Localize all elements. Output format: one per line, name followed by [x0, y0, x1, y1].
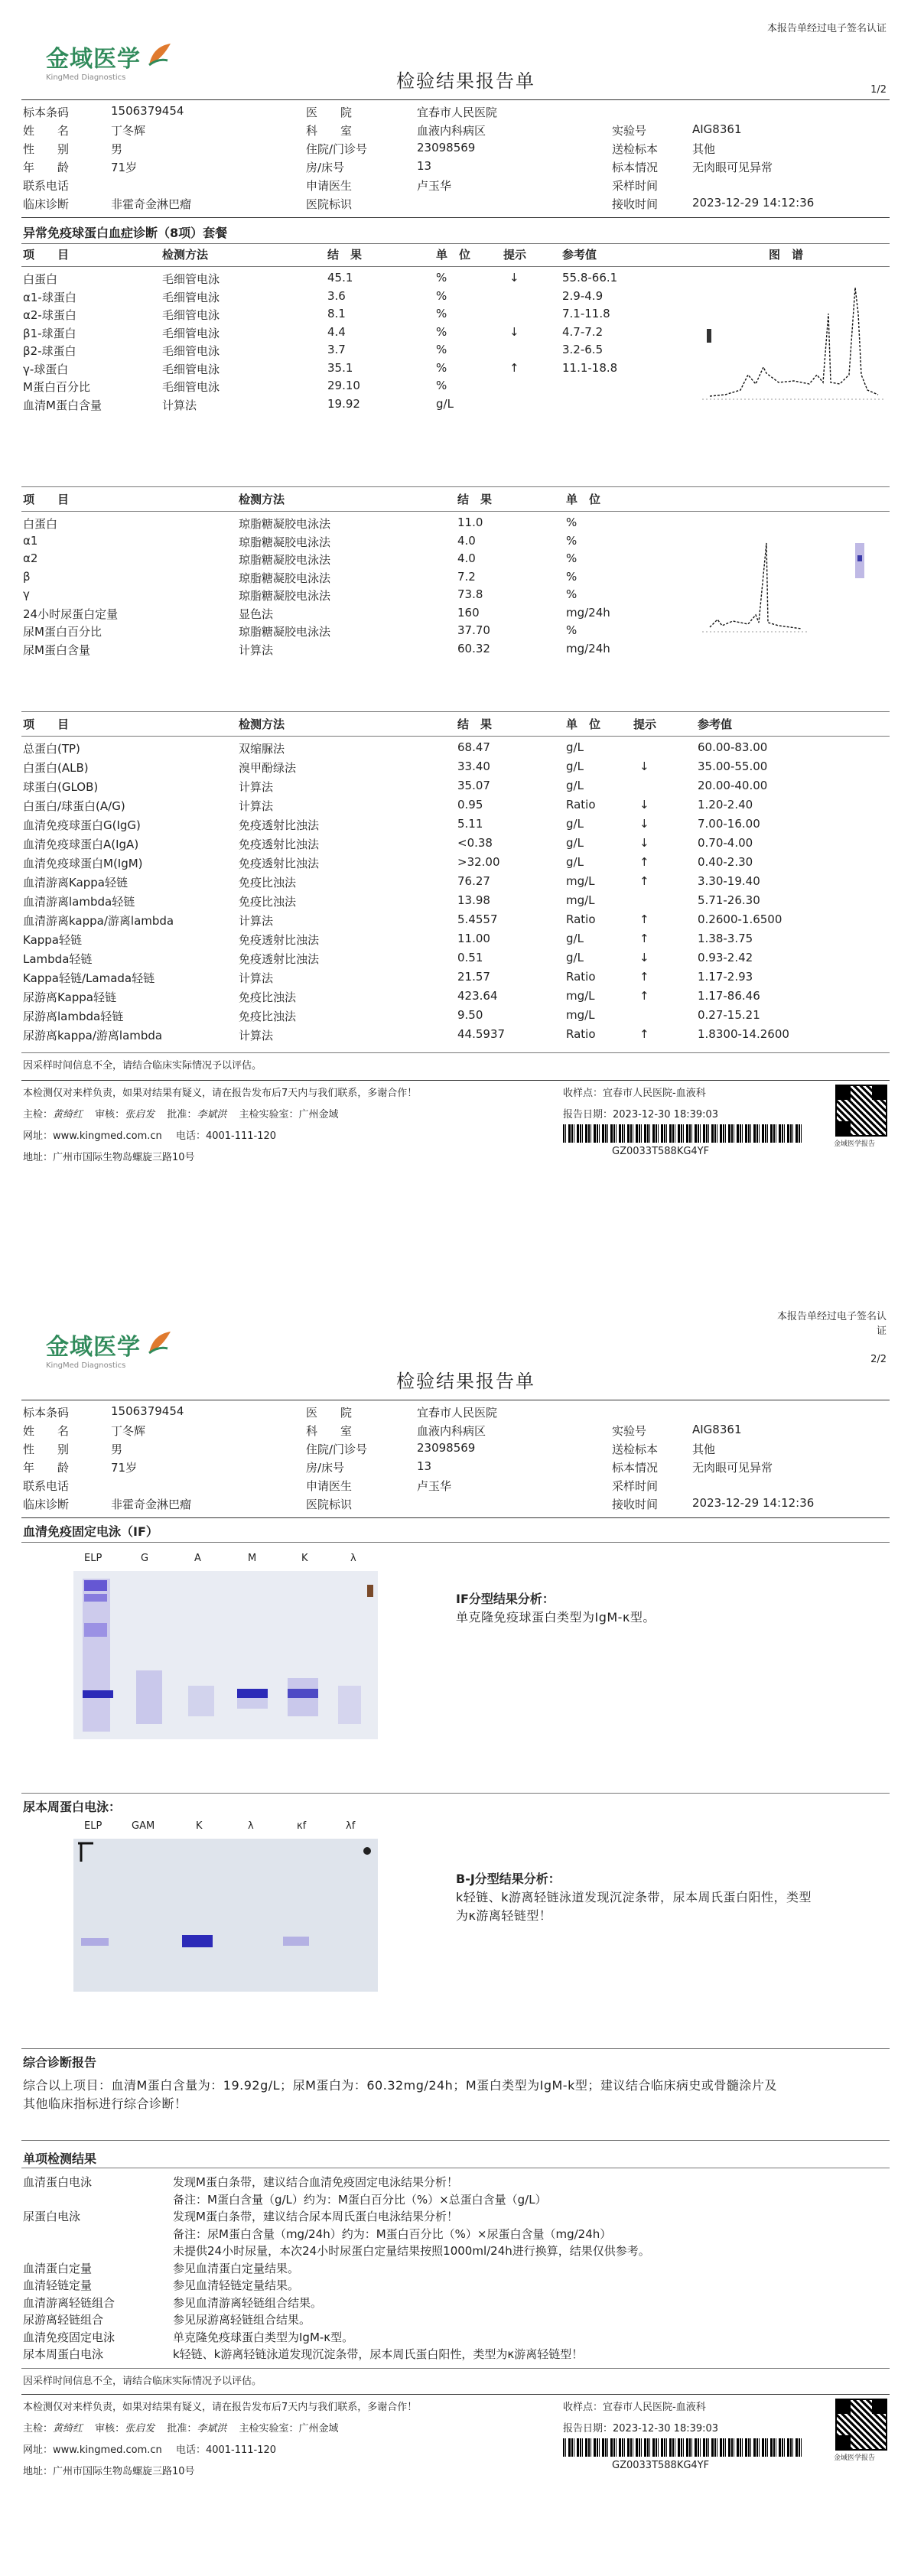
table-cell: mg/L	[566, 989, 595, 1003]
table-cell: 1.17-86.46	[698, 989, 760, 1003]
bj-analysis-text-2: 为κ游离轻链型！	[456, 1908, 552, 1923]
table-cell: α2	[23, 551, 38, 565]
bj-analysis-title: B-J分型结果分析：	[456, 1872, 561, 1886]
table-cell: %	[566, 569, 578, 584]
table-cell: mg/24h	[566, 641, 610, 655]
single-item-result: 发现M蛋白条带，建议结合尿本周氏蛋白电泳结果分析！	[173, 2210, 458, 2223]
table-cell: 44.5937	[457, 1027, 506, 1041]
table-cell: g/L	[566, 779, 584, 792]
table-cell: Ratio	[566, 798, 596, 812]
table-cell: 毛细管电泳	[162, 290, 220, 304]
table-cell: 3.7	[327, 343, 346, 356]
approver-signature: 李斌洪	[197, 1109, 227, 1120]
table-cell: 8.1	[327, 307, 346, 320]
table-cell: 7.1-11.8	[562, 307, 610, 320]
page-number: 1/2	[870, 84, 887, 96]
table-cell: 血清游离lambda轻链	[23, 895, 135, 909]
table-cell: 5.71-26.30	[698, 893, 760, 907]
table-cell: %	[436, 288, 447, 303]
list-item	[0, 2174, 911, 2191]
report-qr-code	[835, 2399, 887, 2451]
table-row	[0, 970, 911, 987]
table-cell: 3.2-6.5	[562, 343, 604, 356]
specimen-barcode: 1506379454	[111, 104, 184, 118]
tester-signature: 黄绮红	[53, 1109, 83, 1120]
table-cell: %	[436, 360, 447, 375]
single-item-name: 尿游离轻链组合	[23, 2313, 104, 2327]
table-cell: 73.8	[457, 587, 483, 601]
table-cell: 1.38-3.75	[698, 932, 753, 945]
summary-text-2: 其他临床指标进行综合诊断！	[23, 2096, 187, 2111]
table-cell: 4.0	[457, 533, 476, 548]
single-item-result: 备注：M蛋白含量（g/L）约为：M蛋白百分比（%）×总蛋白含量（g/L）	[173, 2192, 547, 2207]
single-item-name: 血清游离轻链组合	[23, 2295, 116, 2310]
table-cell: 11.1-18.8	[562, 360, 618, 375]
table-cell: 21.57	[457, 970, 490, 984]
table-cell: 35.1	[327, 360, 353, 375]
table-cell: 0.51	[457, 951, 483, 964]
table-cell: 1.17-2.93	[698, 970, 753, 984]
bj-analysis-text-1: k轻链、k游离轻链泳道发现沉淀条带，尿本周氏蛋白阳性，类型	[456, 1890, 812, 1904]
ife-section-title: 血清免疫固定电泳（IF）	[23, 1524, 158, 1539]
list-item	[0, 2346, 911, 2363]
report-title: 检验结果报告单	[396, 1371, 535, 1392]
urine-electrophoresis-chart	[702, 535, 886, 650]
table-cell: 溴甲酚绿法	[239, 761, 297, 775]
single-item-name: 血清蛋白电泳	[23, 2175, 93, 2189]
table-cell: %	[436, 271, 447, 285]
list-item	[0, 2226, 911, 2243]
table-cell: g/L	[566, 951, 584, 964]
table-cell: 球蛋白(GLOB)	[23, 780, 99, 794]
table-row	[0, 817, 911, 834]
table-cell: 76.27	[457, 874, 490, 888]
table-row	[0, 740, 911, 758]
single-item-name: 血清轻链定量	[23, 2278, 93, 2292]
table-cell: 24小时尿蛋白定量	[23, 607, 119, 621]
table-cell: 20.00-40.00	[698, 779, 768, 792]
table-cell: 免疫透射比浊法	[239, 857, 320, 870]
table-cell: 尿M蛋白百分比	[23, 625, 102, 639]
table-cell: α2-球蛋白	[23, 308, 76, 322]
table-cell: 7.2	[457, 569, 476, 584]
single-item-result: 参见血清蛋白定量结果。	[173, 2261, 300, 2275]
table-cell: ↓	[639, 817, 649, 831]
list-item	[0, 2260, 911, 2278]
table-cell: 计算法	[239, 914, 274, 928]
table-cell: ↓	[639, 798, 649, 812]
table-cell: 尿M蛋白含量	[23, 642, 90, 657]
table-cell: ↓	[639, 759, 649, 773]
table-cell: 免疫比浊法	[239, 990, 297, 1004]
table-cell: 11.00	[457, 932, 490, 945]
reviewer-signature: 张启发	[125, 1109, 155, 1120]
table-cell: 0.93-2.42	[698, 951, 753, 964]
table-cell: 0.95	[457, 798, 483, 812]
list-item	[0, 2243, 911, 2260]
table-cell: 计算法	[239, 1029, 274, 1042]
table-cell: 免疫透射比浊法	[239, 952, 320, 966]
summary-title: 综合诊断报告	[23, 2055, 97, 2070]
section-title-package: 异常免疫球蛋白血症诊断（8项）套餐	[23, 226, 228, 240]
table-row	[0, 912, 911, 930]
e-signature-note: 本报告单经过电子签名认 证	[776, 1311, 887, 1337]
single-item-result: 单克隆免疫球蛋白类型为IgM-κ型。	[173, 2330, 354, 2344]
table-cell: α1-球蛋白	[23, 290, 76, 304]
table-cell: 免疫透射比浊法	[239, 818, 320, 832]
table-cell: ↓	[639, 951, 649, 964]
approver-signature: 李斌洪	[197, 2423, 227, 2435]
report-page-2: 本报告单经过电子签名认 证 金域医学 KingMed Diagnostics 检验结果报告单 2/2 标本条码 1506379454 医 院 宜春市人民医院 姓 名 丁冬辉 科 室 血液内科病区 实验号 AIG8361 性 别 男 住院/门诊号 23098569 送检标本 其他 年 龄 71岁 房/床号 13 标本情况 无肉眼可见异常 联系电话 申请医生 卢玉华 采样时间 临床诊断 非霍奇金淋巴瘤 医院标识 接收时间 2023-12-29 14:12:36 血清免疫固定电泳（IF） ELP G A M K λ IF分型结果分析： 单克隆免疫球蛋白类型为IgM-κ型。 尿本周蛋白电泳： ELP GAM K λ κf λf B-J分型结果分析： k轻链、k游离轻链泳道发现沉淀条带，尿本周氏蛋白阳性，类型 为κ游离轻链型！ 综合诊断报告 综合以上项目：血清M蛋白含量为：19.92g/L；尿M蛋白为：60.32mg/24h；M蛋白类型为IgM-k型；建议结合临床病史或骨髓涂片及 其他临床指标进行综合诊断！ 单项检测结果 血清蛋白电泳 发现M蛋白条带，建议结合血清免疫固定电泳结果分析！ 备注：M蛋白含量（g/L）约为：M蛋白百分比（%）×总蛋白含量（g/L） 尿蛋白电泳 发现M蛋白条带，建议结合尿本周氏蛋白电泳结果分析！ 备注：尿M蛋白含量（mg/24h）约为：M蛋白百分比（%）×尿蛋白含量（mg/24h） 未提供24小时尿量，本次24小时尿蛋白定量结果按照1000ml/24h进行换算，结果仅供参考。 血清蛋白定量 参见血清蛋白定量结果。 血清轻链定量 参见血清轻链定量结果。 血清游离轻链组合 参见血清游离轻链组合结果。 尿游离轻链组合 参见尿游离轻链组合结果。 血清免疫固定电泳 单克隆免疫球蛋白类型为IgM-κ型。 尿本周蛋白电泳 k轻链、k游离轻链泳道发现沉淀条带，尿本周氏蛋白阳性，类型为κ游离轻链型！ 因采样时间信息不全，请结合临床实际情况予以评估。 本检测仅对来样负责，如果对结果有疑义，请在报告发布后7天内与我们联系，多谢合作！ 收样点：宜春市人民医院-血液科 主检：黄绮红 审核：张启发 批准：李斌洪 主检实验室：广州金域 报告日期：2023-12-30 18:39:03 网址：www.kingmed.com.cn 电话：4001-111-120 地址：广州市国际生物岛螺旋三路10号 GZ0033T588KG4YF 金域医学报告	[0, 1288, 911, 2576]
table-cell: 0.27-15.21	[698, 1008, 760, 1022]
table-cell: α1	[23, 533, 38, 548]
table-cell: Lambda轻链	[23, 952, 93, 966]
table-cell: %	[566, 623, 578, 637]
table-cell: 琼脂糖凝胶电泳法	[239, 553, 331, 567]
single-item-name: 血清免疫固定电泳	[23, 2330, 116, 2344]
table-cell: ↓	[639, 836, 649, 850]
table-cell: 19.92	[327, 396, 360, 411]
table-cell: 琼脂糖凝胶电泳法	[239, 571, 331, 585]
list-item	[0, 2311, 911, 2329]
table-row	[0, 1008, 911, 1026]
hospital-name: 宜春市人民医院	[417, 106, 498, 119]
table-cell: mg/24h	[566, 605, 610, 620]
table-cell: %	[436, 343, 447, 356]
table-cell: 免疫透射比浊法	[239, 933, 320, 947]
single-item-result: 未提供24小时尿量，本次24小时尿蛋白定量结果按照1000ml/24h进行换算，结果仅供参考。	[173, 2244, 650, 2258]
table-cell: 计算法	[239, 799, 274, 813]
table-cell: 血清游离kappa/游离lambda	[23, 914, 174, 928]
table-cell: g/L	[436, 396, 454, 411]
bj-section-title: 尿本周蛋白电泳：	[23, 1800, 122, 1814]
table-cell: 毛细管电泳	[162, 344, 220, 358]
report-page-1: 本报告单经过电子签名认证 金域医学 KingMed Diagnostics 检验结果报告单 1/2 标本条码 1506379454 医 院 宜春市人民医院 姓 名 丁冬辉 科 室 血液内科病区 实验号 AIG8361 性 别 男 住院/门诊号 23098569 送检标本 其他 年 龄 71岁 房/床号 13 标本情况 无肉眼可见异常 联系电话 申请医生 卢玉华 采样时间 临床诊断 非霍奇金淋巴瘤 医院标识 接收时间 2023-12-29 14:12:36 异常免疫球蛋白血症诊断（8项）套餐 项 目 检测方法 结 果 单 位 提示 参考值 图 谱 白蛋白 毛细管电泳 45.1 % ↓ 55.8-66.1 α1-球蛋白 毛细管电泳 3.6 % 2.9-4.9 α2-球蛋白 毛细管电泳 8.1 % 7.1-11.8 β1-球蛋白 毛细管电泳 4.4 % ↓ 4.7-7.2 β2-球蛋白 毛细管电泳 3.7 % 3.2-6.5 γ-球蛋白 毛细管电泳 35.1 % ↑ 11.1-18.8 M蛋白百分比 毛细管电泳 29.10 % 血清M蛋白含量 计算法 19.92 g/L 项 目 检测方法 结 果 单 位 白蛋白 琼脂糖凝胶电泳法 11.0 % α1 琼脂糖凝胶电泳法 4.0 % α2 琼脂糖凝胶电泳法 4.0 % β 琼脂糖凝胶电泳法 7.2 % γ 琼脂糖凝胶电泳法 73.8 % 24小时尿蛋白定量 显色法 160 mg/24h 尿M蛋白百分比 琼脂糖凝胶电泳法 37.70 % 尿M蛋白含量 计算法 60.32 mg/24h 项 目 检测方法 结 果 单 位 提示 参考值 总蛋白(TP) 双缩脲法 68.47 g/L 60.00-83.00 白蛋白(ALB) 溴甲酚绿法 33.40 g/L ↓ 35.00-55.00 球蛋白(GLOB) 计算法 35.07 g/L 20.00-40.00 白蛋白/球蛋白(A/G) 计算法 0.95 Ratio ↓ 1.20-2.40 血清免疫球蛋白G(IgG) 免疫透射比浊法 5.11 g/L ↓ 7.00-16.00 血清免疫球蛋白A(IgA) 免疫透射比浊法 <0.38 g/L ↓ 0.70-4.00 血清免疫球蛋白M(IgM) 免疫透射比浊法 >32.00 g/L ↑ 0.40-2.30 血清游离Kappa轻链 免疫比浊法 76.27 mg/L ↑ 3.30-19.40 血清游离lambda轻链 免疫比浊法 13.98 mg/L 5.71-26.30 血清游离kappa/游离lambda 计算法 5.4557 Ratio ↑ 0.2600-1.6500 Kappa轻链 免疫透射比浊法 11.00 g/L ↑ 1.38-3.75 Lambda轻链 免疫透射比浊法 0.51 g/L ↓ 0.93-2.42 Kappa轻链/Lamada轻链 计算法 21.57 Ratio ↑ 1.17-2.93 尿游离Kappa轻链 免疫比浊法 423.64 mg/L ↑ 1.17-86.46 尿游离lambda轻链 免疫比浊法 9.50 mg/L 0.27-15.21 尿游离kappa/游离lambda 计算法 44.5937 Ratio ↑ 1.8300-14.2600 因采样时间信息不全，请结合临床实际情况予以评估。 本检测仅对来样负责，如果对结果有疑义，请在报告发布后7天内与我们联系，多谢合作！ 收样点：宜春市人民医院-血液科 主检：黄绮红 审核：张启发 批准：李斌洪 主检实验室：广州金域 报告日期：2023-12-30 18:39:03 网址：www.kingmed.com.cn 电话：4001-111-120 地址：广州市国际生物岛螺旋三路10号 GZ0033T588KG4YF 金域医学报告	[0, 0, 911, 1288]
table-cell: g/L	[566, 855, 584, 869]
table-cell: g/L	[566, 740, 584, 754]
kingmed-logo: 金域医学 KingMed Diagnostics	[46, 40, 175, 82]
table-cell: 毛细管电泳	[162, 272, 220, 286]
single-item-name: 血清蛋白定量	[23, 2261, 93, 2275]
table-cell: %	[436, 379, 447, 392]
summary-text-1: 综合以上项目：血清M蛋白含量为：19.92g/L；尿M蛋白为：60.32mg/24h；M蛋白类型为IgM-k型；建议结合临床病史或骨髓涂片及	[23, 2078, 777, 2093]
table-cell: 毛细管电泳	[162, 308, 220, 322]
table-cell: ↑	[639, 989, 649, 1003]
table-cell: 琼脂糖凝胶电泳法	[239, 589, 331, 603]
table-cell: 3.30-19.40	[698, 874, 760, 888]
table-cell: ↑	[639, 932, 649, 945]
table-cell: 68.47	[457, 740, 490, 754]
table-cell: 计算法	[239, 780, 274, 794]
table-cell: 毛细管电泳	[162, 380, 220, 394]
table-cell: 1.20-2.40	[698, 798, 753, 812]
reviewer-signature: 张启发	[125, 2423, 155, 2435]
table-cell: 13.98	[457, 893, 490, 907]
table-cell: 白蛋白	[23, 272, 58, 286]
logo-leaf-icon	[145, 1330, 175, 1356]
table-cell: 计算法	[162, 398, 197, 412]
table-cell: ↑	[639, 855, 649, 869]
table-cell: 11.0	[457, 516, 483, 529]
table-cell: Kappa轻链/Lamada轻链	[23, 971, 155, 985]
table-header: 项 目 检测方法 结 果 单 位	[23, 493, 601, 506]
table-cell: 血清游离Kappa轻链	[23, 876, 129, 890]
table-cell: ↓	[509, 324, 519, 339]
table-cell: γ	[23, 587, 30, 601]
table-cell: 160	[457, 605, 480, 620]
table-cell: 尿游离lambda轻链	[23, 1010, 124, 1023]
table-cell: %	[566, 551, 578, 565]
table-row	[0, 932, 911, 949]
ife-analysis-text: 单克隆免疫球蛋白类型为IgM-κ型。	[456, 1610, 656, 1625]
table-cell: β1-球蛋白	[23, 326, 76, 340]
table-cell: 免疫比浊法	[239, 1010, 297, 1023]
table-row	[0, 989, 911, 1007]
e-signature-note: 本报告单经过电子签名认证	[766, 23, 887, 34]
table-cell: g/L	[566, 817, 584, 831]
table-cell: β2-球蛋白	[23, 344, 76, 358]
list-item	[0, 2295, 911, 2312]
report-title: 检验结果报告单	[396, 70, 535, 92]
single-item-result: 发现M蛋白条带，建议结合血清免疫固定电泳结果分析！	[173, 2175, 458, 2189]
table-cell: mg/L	[566, 874, 595, 888]
table-cell: ↑	[639, 970, 649, 984]
table-cell: 免疫比浊法	[239, 876, 297, 890]
table-cell: 计算法	[239, 971, 274, 985]
lab-number: AIG8361	[692, 122, 742, 136]
table-row	[0, 874, 911, 892]
table-cell: 尿游离kappa/游离lambda	[23, 1029, 163, 1042]
table-cell: 血清M蛋白含量	[23, 398, 102, 412]
table-row	[0, 951, 911, 968]
single-item-result: 参见血清游离轻链组合结果。	[173, 2295, 323, 2310]
table-cell: 7.00-16.00	[698, 817, 760, 831]
table-cell: 35.00-55.00	[698, 759, 768, 773]
table-header: 项 目 检测方法 结 果 单 位 提示 参考值	[23, 717, 733, 731]
table-cell: mg/L	[566, 893, 595, 907]
table-cell: g/L	[566, 836, 584, 850]
table-cell: 45.1	[327, 271, 353, 285]
list-item	[0, 2277, 911, 2295]
report-barcode	[563, 1124, 802, 1143]
list-item	[0, 2329, 911, 2347]
table-cell: Ratio	[566, 970, 596, 984]
table-cell: 计算法	[239, 642, 274, 657]
table-cell: 琼脂糖凝胶电泳法	[239, 625, 331, 639]
table-cell: 白蛋白(ALB)	[23, 761, 89, 775]
report-qr-code	[835, 1085, 887, 1137]
table-cell: 4.4	[327, 324, 346, 339]
table-cell: γ-球蛋白	[23, 362, 69, 376]
single-item-result: 参见尿游离轻链组合结果。	[173, 2313, 311, 2327]
table-cell: Ratio	[566, 1027, 596, 1041]
table-row	[0, 893, 911, 911]
table-cell: <0.38	[457, 836, 493, 850]
table-cell: 4.7-7.2	[562, 324, 604, 339]
table-cell: Ratio	[566, 912, 596, 926]
table-cell: 显色法	[239, 607, 274, 621]
single-item-result: k轻链、k游离轻链泳道发现沉淀条带，尿本周氏蛋白阳性，类型为κ游离轻链型！	[173, 2347, 584, 2361]
sampling-note: 因采样时间信息不全，请结合临床实际情况予以评估。	[23, 2376, 262, 2387]
table-row	[0, 516, 911, 533]
tester-signature: 黄绮红	[53, 2423, 83, 2435]
table-cell: 5.11	[457, 817, 483, 831]
kingmed-logo: 金域医学 KingMed Diagnostics	[46, 1328, 175, 1370]
table-cell: %	[566, 516, 578, 529]
single-item-name: 尿本周蛋白电泳	[23, 2347, 104, 2361]
table-cell: 琼脂糖凝胶电泳法	[239, 535, 331, 549]
list-item	[0, 2208, 911, 2226]
table-cell: 33.40	[457, 759, 490, 773]
table-cell: ↑	[639, 874, 649, 888]
table-cell: 双缩脲法	[239, 742, 285, 756]
table-header: 项 目 检测方法 结 果 单 位 提示 参考值 图 谱	[23, 248, 804, 262]
table-cell: 423.64	[457, 989, 498, 1003]
table-cell: 白蛋白	[23, 517, 58, 531]
table-cell: 0.2600-1.6500	[698, 912, 782, 926]
table-row	[0, 779, 911, 796]
table-cell: >32.00	[457, 855, 500, 869]
table-row	[0, 855, 911, 873]
table-cell: 免疫比浊法	[239, 895, 297, 909]
sampling-note: 因采样时间信息不全，请结合临床实际情况予以评估。	[23, 1060, 262, 1072]
logo-leaf-icon	[145, 42, 175, 68]
table-row	[0, 798, 911, 815]
table-cell: 白蛋白/球蛋白(A/G)	[23, 799, 125, 813]
table-row	[0, 759, 911, 777]
table-cell: 29.10	[327, 379, 360, 392]
table-cell: 5.4557	[457, 912, 498, 926]
table-cell: M蛋白百分比	[23, 380, 90, 394]
table-cell: g/L	[566, 932, 584, 945]
table-cell: 血清免疫球蛋白G(IgG)	[23, 818, 141, 832]
single-item-result: 备注：尿M蛋白含量（mg/24h）约为：M蛋白百分比（%）×尿蛋白含量（mg/24h）	[173, 2226, 612, 2241]
table-cell: mg/L	[566, 1008, 595, 1022]
table-row	[0, 1027, 911, 1045]
table-row	[0, 836, 911, 854]
table-cell: 尿游离Kappa轻链	[23, 990, 117, 1004]
table-cell: 血清免疫球蛋白A(IgA)	[23, 838, 139, 851]
table-cell: 总蛋白(TP)	[23, 742, 80, 756]
receive-time: 2023-12-29 14:12:36	[692, 196, 815, 210]
table-cell: 4.0	[457, 551, 476, 565]
table-cell: 毛细管电泳	[162, 362, 220, 376]
table-cell: 3.6	[327, 288, 346, 303]
ife-analysis-title: IF分型结果分析：	[456, 1592, 555, 1606]
table-cell: β	[23, 569, 31, 584]
table-cell: 2.9-4.9	[562, 288, 604, 303]
report-barcode	[563, 2438, 802, 2457]
single-item-result: 参见血清轻链定量结果。	[173, 2278, 300, 2292]
table-cell: %	[566, 533, 578, 548]
table-cell: %	[436, 307, 447, 320]
table-cell: 1.8300-14.2600	[698, 1027, 789, 1041]
table-cell: 琼脂糖凝胶电泳法	[239, 517, 331, 531]
table-cell: %	[436, 324, 447, 339]
table-cell: ↓	[509, 271, 519, 285]
table-cell: 血清免疫球蛋白M(IgM)	[23, 857, 143, 870]
table-cell: 60.00-83.00	[698, 740, 768, 754]
table-cell: 毛细管电泳	[162, 326, 220, 340]
table-cell: 55.8-66.1	[562, 271, 618, 285]
table-cell: 免疫透射比浊法	[239, 838, 320, 851]
single-results-title: 单项检测结果	[23, 2152, 97, 2166]
table-cell: 35.07	[457, 779, 490, 792]
table-cell: 60.32	[457, 641, 490, 655]
table-cell: %	[566, 587, 578, 601]
table-cell: ↑	[639, 1027, 649, 1041]
patient-name: 丁冬辉	[111, 124, 146, 138]
page-number: 2/2	[870, 1354, 887, 1365]
table-cell: Kappa轻链	[23, 933, 82, 947]
table-cell: 37.70	[457, 623, 490, 637]
bj-gel-image	[73, 1839, 378, 1992]
table-cell: ↑	[509, 360, 519, 375]
table-cell: g/L	[566, 759, 584, 773]
ife-gel-image	[73, 1571, 378, 1739]
list-item	[0, 2191, 911, 2209]
table-cell: 0.40-2.30	[698, 855, 753, 869]
table-cell: 9.50	[457, 1008, 483, 1022]
table-cell: 0.70-4.00	[698, 836, 753, 850]
table-cell: ↑	[639, 912, 649, 926]
single-item-name: 尿蛋白电泳	[23, 2210, 81, 2223]
capillary-electrophoresis-chart	[702, 283, 886, 405]
